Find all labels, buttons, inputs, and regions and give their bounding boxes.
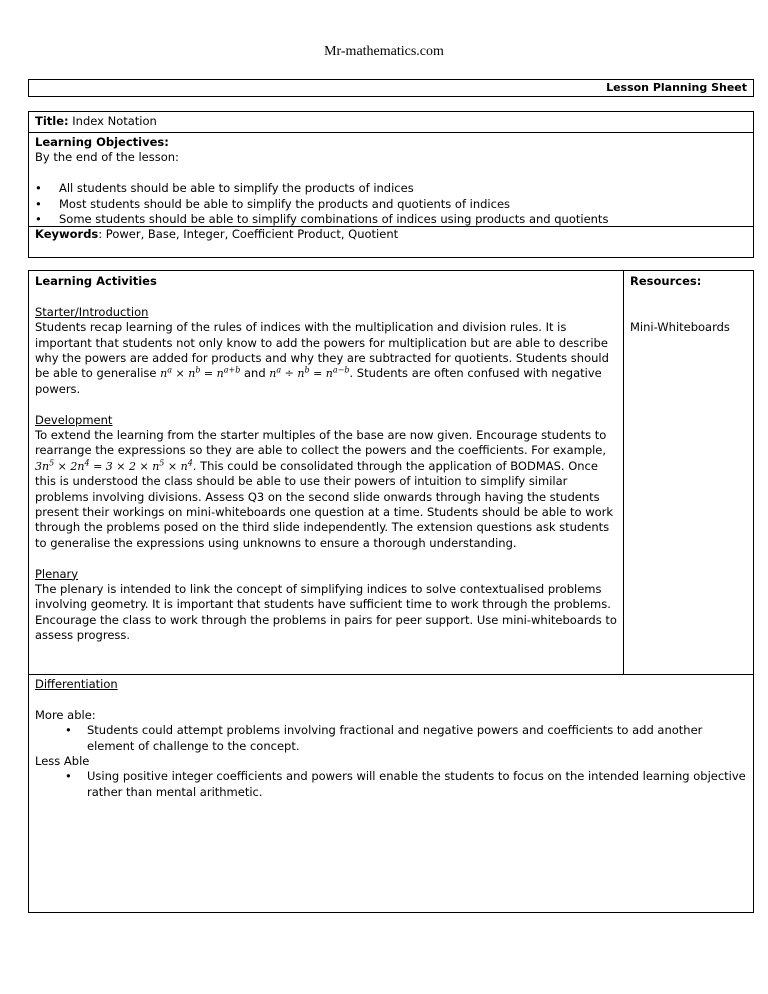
starter-paragraph: [35, 320, 619, 397]
keywords-row: [29, 227, 753, 257]
objective-item: • All students should be able to simplify the products of indices: [35, 181, 747, 196]
objectives-heading: Learning Objectives:: [35, 135, 169, 149]
sheet-label: Lesson Planning Sheet: [606, 81, 747, 94]
starter-tail: . Students are often confused with negative powers.: [35, 366, 602, 396]
starter-formula-product: $n^a \times n^b = n^{a+b}$: [160, 365, 241, 381]
less-able-label: Less Able: [35, 754, 90, 769]
activities-box: [28, 270, 754, 913]
more-able-label: More able:: [35, 707, 96, 722]
title-row: [29, 112, 753, 133]
less-able-list: [35, 769, 747, 800]
resources-column: [630, 274, 750, 336]
title-value: Index Notation: [72, 114, 157, 128]
lesson-info-box: [28, 111, 754, 258]
title-label: Title:: [35, 114, 69, 128]
development-text-1: To extend the learning from the starter multiples of the base are now given. Encourage students to rearrange the expressions so they are able to collect the powers and the coefficients. For example,: [35, 428, 607, 458]
plenary-heading: Plenary: [35, 566, 79, 581]
starter-heading: Starter/Introduction: [35, 304, 149, 319]
starter-text: Students recap learning of the rules of indices with the multiplication and division rules. It is important that students not only know to add the powers for multiplication but are able to describe why the powers are added for products and why they are subtracted for quotients. Students should be able to generalise: [35, 320, 609, 381]
plenary-text: The plenary is intended to link the concept of simplifying indices to solve contextualised problems involving geometry. It is important that students have sufficient time to work through the problems. Encourage the class to work through the problems in pairs for peer support. Use mini-whiteboards to assess progress.: [35, 582, 617, 643]
development-heading: Development: [35, 412, 113, 427]
starter-and: and: [243, 366, 266, 381]
objectives-list: [35, 181, 747, 227]
objectives-intro: By the end of the lesson:: [35, 150, 179, 165]
objective-item: • Some students should be able to simplify combinations of indices using products and quotients: [35, 212, 747, 227]
learning-activities-column: [35, 274, 619, 644]
development-formula: $3n^5 \times 2n^4 = 3 \times 2 \times n^5 \times n^4$: [35, 458, 193, 473]
keywords-value: : Power, Base, Integer, Coefficient Product, Quotient: [98, 227, 399, 241]
resources-heading: Resources:: [630, 274, 702, 288]
less-able-item: • Using positive integer coefficients and powers will enable the students to focus on the intended learning objective rather than mental arithmetic.: [35, 769, 747, 800]
resource-item: Mini-Whiteboards: [630, 320, 730, 335]
keywords-label: Keywords: [35, 227, 99, 241]
development-paragraph: [35, 428, 619, 551]
objectives-row: [29, 133, 753, 227]
differentiation-section: [35, 677, 747, 800]
development-text-2: . This could be consolidated through the application of BODMAS. Once this is understood the class should be able to use their powers of intuition to simplify similar problems involving divisions. Assess Q3 on the second slide onwards through having the students present their workings on mini-whiteboards one question at a time. Students should be able to work through the problems posed on the third slide independently. The extension questions ask students to generalise the expressions using unknowns to ensure a thorough understanding.: [35, 458, 614, 550]
more-able-item: • Students could attempt problems involving fractional and negative powers and coefficients to add another element of challenge to the concept.: [35, 723, 747, 754]
starter-formula-quotient: $n^a \div n^b = n^{a-b}$: [269, 365, 350, 381]
site-header: Mr-mathematics.com: [324, 44, 444, 59]
objective-item: • Most students should be able to simplify the products and quotients of indices: [35, 197, 747, 212]
activities-heading: Learning Activities: [35, 274, 157, 288]
differentiation-heading: Differentiation: [35, 677, 118, 691]
sheet-header-box: [28, 79, 754, 97]
more-able-list: [35, 723, 747, 754]
